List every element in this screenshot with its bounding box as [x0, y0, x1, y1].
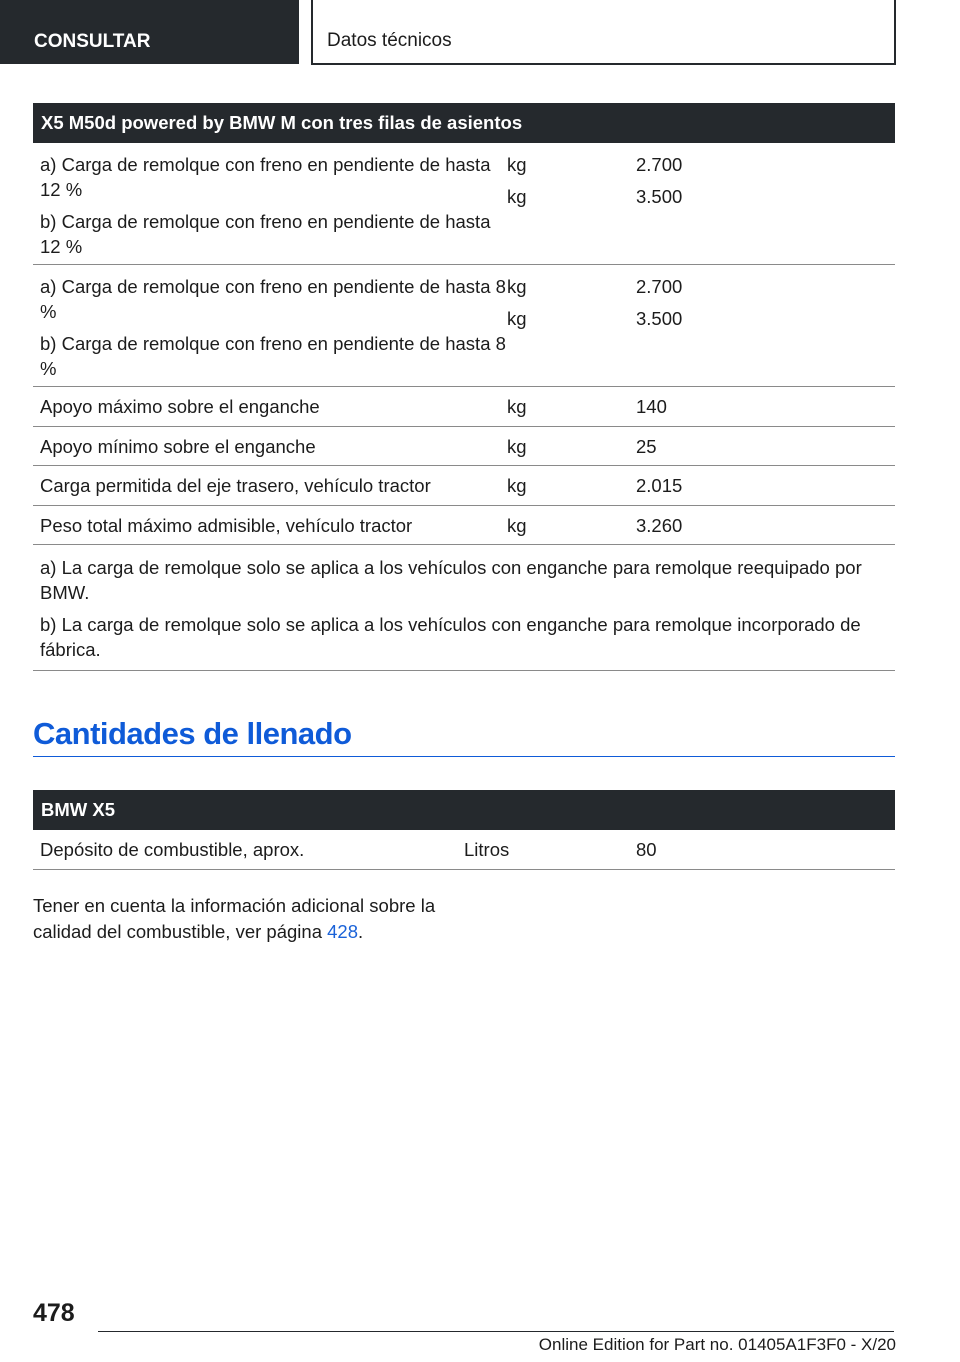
row-label: a) Carga de remolque con freno en pendiente de hasta 8 % — [40, 276, 506, 322]
row-label: Apoyo máximo sobre el enganche — [40, 396, 320, 417]
row-unit: kg — [507, 276, 527, 297]
table-row — [33, 427, 895, 466]
fuel-info-paragraph — [33, 893, 473, 945]
header-section-label: CONSULTAR — [34, 31, 151, 52]
row-value: 2.015 — [636, 475, 683, 496]
row-label: Carga permitida del eje trasero, vehículo tractor — [40, 475, 431, 496]
section-heading: Cantidades de llenado — [33, 712, 895, 757]
row-label: Apoyo mínimo sobre el enganche — [40, 436, 316, 457]
row-unit: kg — [507, 308, 527, 329]
table-row — [33, 466, 895, 506]
fill-table-title: BMW X5 — [33, 790, 895, 830]
row-label: Depósito de combustible, aprox. — [40, 839, 305, 860]
paragraph-end: . — [358, 921, 364, 942]
row-value: 25 — [636, 436, 657, 457]
table-row — [33, 143, 895, 265]
footnote-a: a) La carga de remolque solo se aplica a los vehículos con enganche para remolque reequipado por BMW. — [40, 557, 862, 603]
footer-edition: Online Edition for Part no. 01405A1F3F0 - X/20 — [538, 1335, 896, 1354]
table-row — [33, 265, 895, 387]
table-row — [33, 830, 895, 870]
table-footnotes — [33, 545, 895, 671]
towing-table — [33, 103, 895, 671]
row-unit: kg — [507, 186, 527, 207]
page-number: 478 — [33, 1299, 75, 1327]
footnote-b: b) La carga de remolque solo se aplica a los vehículos con enganche para remolque incorporado de fábrica. — [40, 614, 861, 660]
row-unit: kg — [507, 396, 527, 417]
row-unit: kg — [507, 515, 527, 536]
row-value: 80 — [636, 839, 657, 860]
row-label: a) Carga de remolque con freno en pendiente de hasta 12 % — [40, 154, 491, 200]
row-value: 3.260 — [636, 515, 683, 536]
row-value: 3.500 — [636, 186, 683, 207]
row-value: 3.500 — [636, 308, 683, 329]
row-label: Peso total máximo admisible, vehículo tractor — [40, 515, 413, 536]
page-reference-link[interactable]: 428 — [327, 921, 358, 942]
header-chapter-box — [311, 0, 896, 65]
header-section-tab — [0, 0, 299, 64]
table-row — [33, 506, 895, 545]
header-chapter-label: Datos técnicos — [327, 30, 452, 51]
row-value: 140 — [636, 396, 667, 417]
fill-quantities-table — [33, 790, 895, 870]
footer-divider — [98, 1331, 894, 1332]
row-unit: kg — [507, 436, 527, 457]
row-value: 2.700 — [636, 276, 683, 297]
row-unit: Litros — [464, 839, 510, 860]
row-label: b) Carga de remolque con freno en pendiente de hasta 8 % — [40, 333, 506, 379]
towing-table-title: X5 M50d powered by BMW M con tres filas de asientos — [33, 103, 895, 143]
row-value: 2.700 — [636, 154, 683, 175]
table-row — [33, 387, 895, 427]
paragraph-text: Tener en cuenta la información adicional sobre la calidad del combustible, ver página — [33, 895, 436, 942]
row-unit: kg — [507, 475, 527, 496]
row-label: b) Carga de remolque con freno en pendiente de hasta 12 % — [40, 211, 491, 257]
row-unit: kg — [507, 154, 527, 175]
